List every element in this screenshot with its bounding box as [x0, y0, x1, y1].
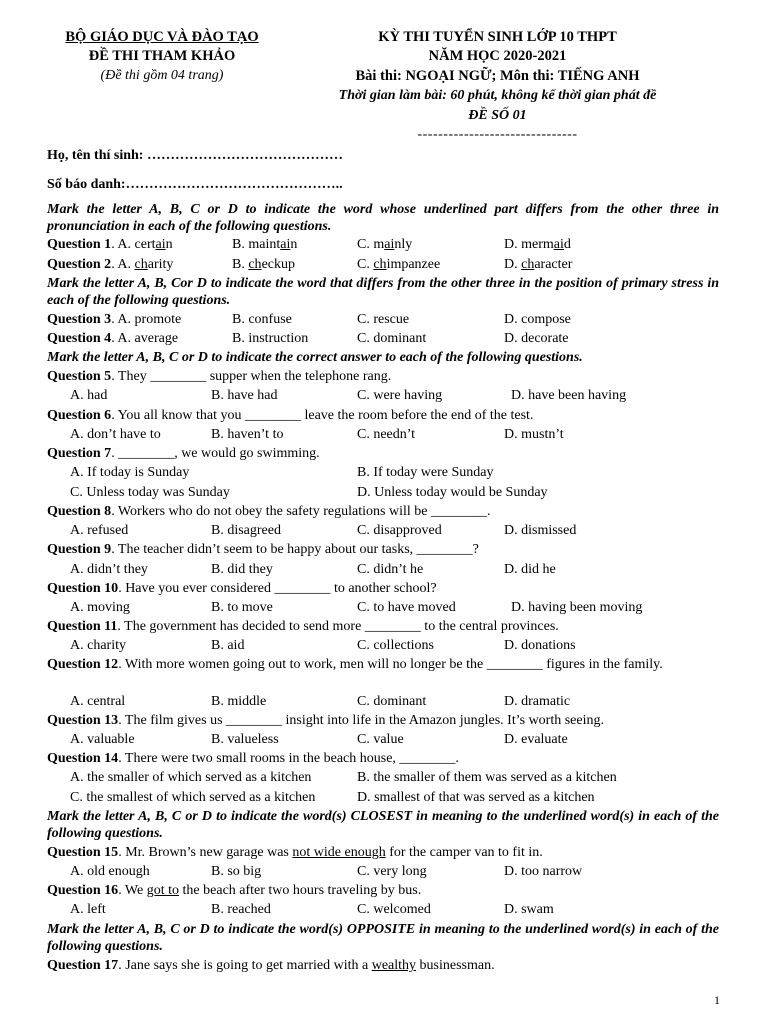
header-divider: -------------------------------: [417, 127, 578, 142]
question-11: Question 11. The government has decided to send more ________ to the central provinces.: [47, 619, 559, 634]
q8-option-c: C. disapproved: [357, 523, 442, 538]
q5-option-a: A. had: [70, 388, 108, 403]
exam-title: KỲ THI TUYỂN SINH LỚP 10 THPT: [378, 29, 617, 45]
q2-option-c: C. chimpanzee: [357, 257, 441, 272]
question-6: Question 6. You all know that you ________ leave the room before the end of the test.: [47, 408, 534, 423]
q5-option-c: C. were having: [357, 388, 443, 403]
q3-option-c: C. rescue: [357, 312, 410, 327]
q11-option-b: B. aid: [211, 638, 245, 653]
exam-time: Thời gian làm bài: 60 phút, không kể thời gian phát đề: [338, 88, 657, 103]
q14-option-d: D. smallest of that was served as a kitchen: [357, 790, 595, 805]
q14-option-b: B. the smaller of them was served as a kitchen: [357, 770, 617, 785]
question-13: Question 13. The film gives us ________ insight into life in the Amazon jungles. It’s worth seeing.: [47, 713, 604, 728]
q15-option-b: B. so big: [211, 864, 262, 879]
q5-option-d: D. have been having: [511, 388, 627, 403]
question-8: Question 8. Workers who do not obey the safety regulations will be ________.: [47, 504, 491, 519]
question-14: Question 14. There were two small rooms in the beach house, ________.: [47, 751, 459, 766]
q14-option-a: A. the smaller of which served as a kitchen: [70, 770, 312, 785]
q11-option-d: D. donations: [504, 638, 576, 653]
instruction-stress: Mark the letter A, B, Cor D to indicate the word that differs from the other three in the position of primary stress in each of the following questions.: [47, 276, 719, 308]
q6-option-d: D. mustn’t: [504, 427, 564, 442]
question-16: Question 16. We got to the beach after two hours traveling by bus.: [47, 883, 422, 898]
q4-option-d: D. decorate: [504, 331, 569, 346]
document-type: ĐỀ THI THAM KHẢO: [88, 48, 236, 64]
q11-option-c: C. collections: [357, 638, 434, 653]
q16-option-d: D. swam: [504, 902, 554, 917]
q7-option-b: B. If today were Sunday: [357, 465, 494, 480]
q14-option-c: C. the smallest of which served as a kitchen: [70, 790, 316, 805]
q10-option-c: C. to have moved: [357, 600, 456, 615]
school-year: NĂM HỌC 2020-2021: [428, 48, 567, 64]
q10-option-a: A. moving: [70, 600, 130, 615]
q15-option-d: D. too narrow: [504, 864, 583, 879]
q11-option-a: A. charity: [70, 638, 126, 653]
q13-option-c: C. value: [357, 732, 404, 747]
q3-option-b: B. confuse: [232, 312, 292, 327]
q10-option-d: D. having been moving: [511, 600, 643, 615]
q8-option-d: D. dismissed: [504, 523, 577, 538]
instruction-correct-answer: Mark the letter A, B, C or D to indicate the correct answer to each of the following questions.: [47, 350, 583, 365]
q1-option-d: D. mermaid: [504, 237, 571, 252]
q2-option-d: D. character: [504, 257, 573, 272]
pages-note: (Đề thi gồm 04 trang): [100, 68, 224, 83]
q7-option-a: A. If today is Sunday: [70, 465, 190, 480]
question-10: Question 10. Have you ever considered ________ to another school?: [47, 581, 437, 596]
q9-option-c: C. didn’t he: [357, 562, 424, 577]
q4-option-c: C. dominant: [357, 331, 427, 346]
instruction-opposite-meaning: Mark the letter A, B, C or D to indicate the word(s) OPPOSITE in meaning to the underlined word(s) in each of the following questions.: [47, 922, 719, 954]
q7-option-c: C. Unless today was Sunday: [70, 485, 230, 500]
q9-option-a: A. didn’t they: [70, 562, 148, 577]
question-1: Question 1. A. certain: [47, 237, 173, 252]
question-9: Question 9. The teacher didn’t seem to be happy about our tasks, ________?: [47, 542, 479, 557]
q12-option-d: D. dramatic: [504, 694, 571, 709]
q13-option-b: B. valueless: [211, 732, 279, 747]
q2-option-b: B. checkup: [232, 257, 295, 272]
q7-option-d: D. Unless today would be Sunday: [357, 485, 548, 500]
q6-option-c: C. needn’t: [357, 427, 416, 442]
question-4: Question 4. A. average: [47, 331, 179, 346]
q12-option-b: B. middle: [211, 694, 267, 709]
header-left: [48, 28, 276, 86]
q10-option-b: B. to move: [211, 600, 273, 615]
page-number: 1: [714, 993, 720, 1007]
question-2: Question 2. A. charity: [47, 257, 174, 272]
q12-option-a: A. central: [70, 694, 126, 709]
q9-option-b: B. did they: [211, 562, 273, 577]
instruction-closest-meaning: Mark the letter A, B, C or D to indicate the word(s) CLOSEST in meaning to the underlined word(s) in each of the following questions.: [47, 809, 719, 841]
q12-option-c: C. dominant: [357, 694, 427, 709]
q8-option-a: A. refused: [70, 523, 129, 538]
question-12: Question 12. With more women going out to work, men will no longer be the ________ figures in the family.: [47, 657, 663, 672]
ministry-name: BỘ GIÁO DỤC VÀ ĐÀO TẠO: [65, 29, 259, 45]
q15-option-a: A. old enough: [70, 864, 150, 879]
candidate-id-line: Số báo danh:………………………………………..: [47, 177, 343, 192]
question-5: Question 5. They ________ supper when the telephone rang.: [47, 369, 392, 384]
q8-option-b: B. disagreed: [211, 523, 281, 538]
q16-option-b: B. reached: [211, 902, 271, 917]
q16-option-c: C. welcomed: [357, 902, 431, 917]
q6-option-a: A. don’t have to: [70, 427, 161, 442]
instruction-pronunciation: Mark the letter A, B, C or D to indicate the word whose underlined part differs from the other three in pronunciation in each of the following questions.: [47, 202, 719, 234]
question-3: Question 3. A. promote: [47, 312, 182, 327]
exam-subject: Bài thi: NGOẠI NGỮ; Môn thi: TIẾNG ANH: [355, 68, 640, 84]
candidate-name-line: Họ, tên thí sinh: ……………………………………: [47, 148, 343, 163]
question-7: Question 7. ________, we would go swimming.: [47, 446, 320, 461]
q5-option-b: B. have had: [211, 388, 278, 403]
question-15: Question 15. Mr. Brown’s new garage was not wide enough for the camper van to fit in.: [47, 845, 543, 860]
q1-option-c: C. mainly: [357, 237, 413, 252]
q6-option-b: B. haven’t to: [211, 427, 284, 442]
q13-option-a: A. valuable: [70, 732, 135, 747]
q9-option-d: D. did he: [504, 562, 556, 577]
header-right: [305, 28, 690, 144]
q13-option-d: D. evaluate: [504, 732, 568, 747]
q15-option-c: C. very long: [357, 864, 427, 879]
q4-option-b: B. instruction: [232, 331, 309, 346]
exam-code: ĐỀ SỐ 01: [468, 108, 527, 123]
q3-option-d: D. compose: [504, 312, 571, 327]
q1-option-b: B. maintain: [232, 237, 298, 252]
question-17: Question 17. Jane says she is going to get married with a wealthy businessman.: [47, 958, 495, 973]
q16-option-a: A. left: [70, 902, 106, 917]
